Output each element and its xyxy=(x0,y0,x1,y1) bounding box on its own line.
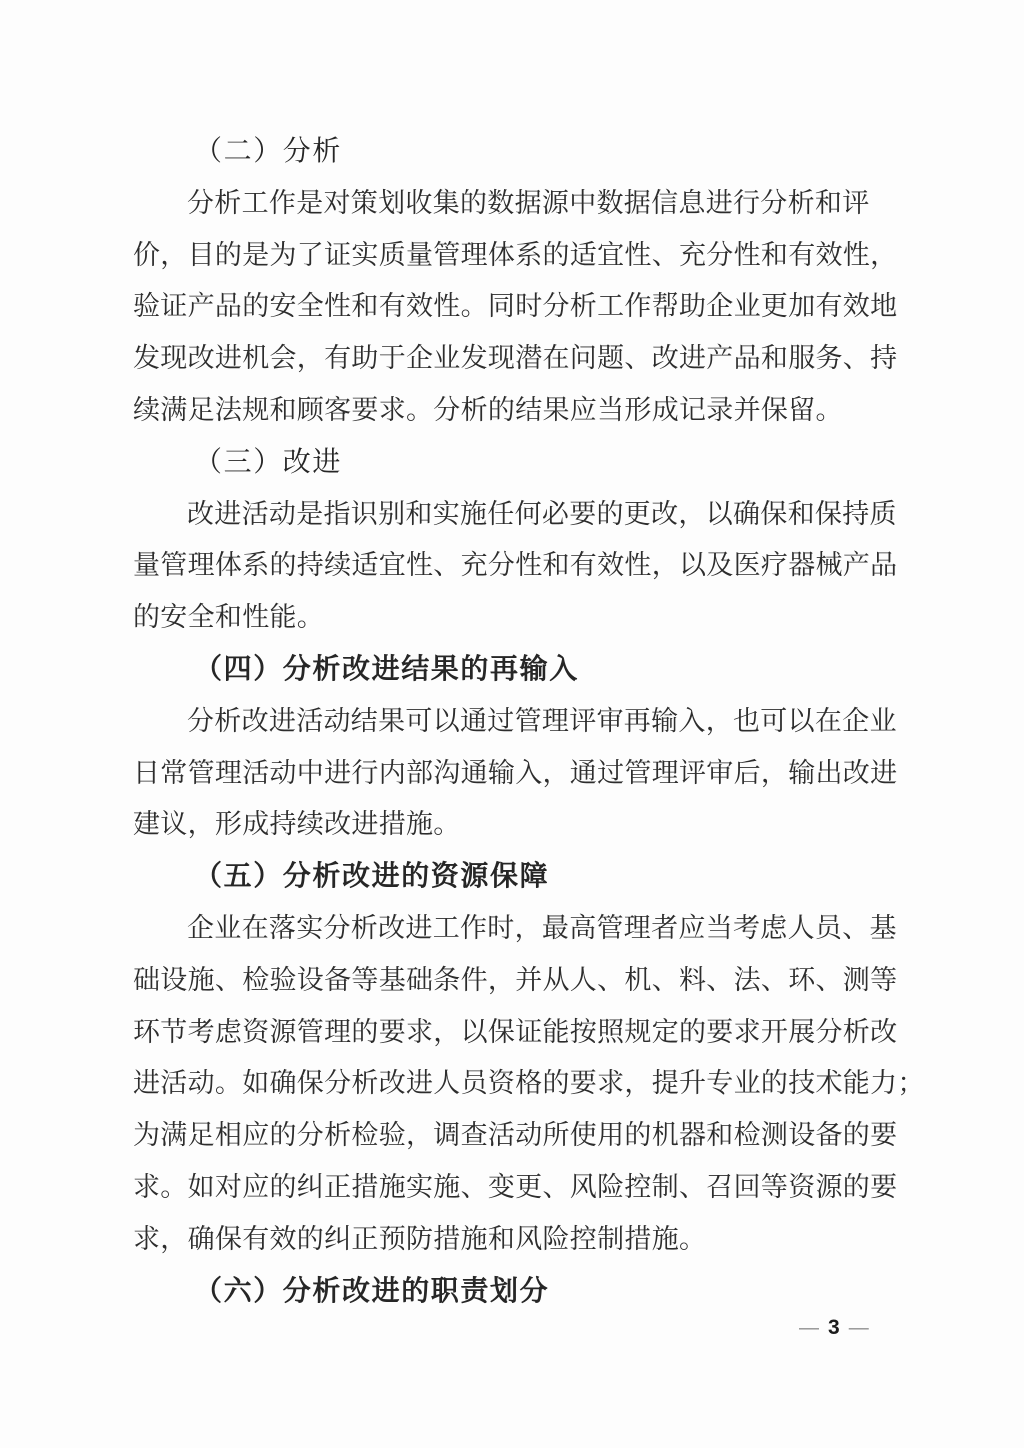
section-heading-4: （四）分析改进结果的再输入 xyxy=(194,653,579,685)
body-line: 为满足相应的分析检验，调查活动所使用的机器和检测设备的要 xyxy=(133,1120,898,1151)
footer-dash-right: — xyxy=(848,1317,869,1339)
section-heading-6: （六）分析改进的职责划分 xyxy=(194,1275,550,1307)
body-line: 改进活动是指识别和实施任何必要的更改，以确保和保持质 xyxy=(187,498,897,529)
body-line: 价，目的是为了证实质量管理体系的适宜性、充分性和有效性， xyxy=(133,239,898,270)
body-line: 分析改进活动结果可以通过管理评审再输入，也可以在企业 xyxy=(187,705,897,736)
section-heading-3: （三）改进 xyxy=(194,446,343,478)
body-line: 分析工作是对策划收集的数据源中数据信息进行分析和评 xyxy=(187,187,870,218)
body-line: 建议，形成持续改进措施。 xyxy=(133,809,461,840)
body-line: 环节考虑资源管理的要求，以保证能按照规定的要求开展分析改 xyxy=(133,1016,898,1047)
body-line: 求，确保有效的纠正预防措施和风险控制措施。 xyxy=(133,1223,707,1254)
body-line: 发现改进机会，有助于企业发现潜在问题、改进产品和服务、持 xyxy=(133,343,898,374)
page-number: 3 xyxy=(828,1316,840,1339)
body-line: 企业在落实分析改进工作时，最高管理者应当考虑人员、基 xyxy=(187,912,897,943)
body-line: 进活动。如确保分析改进人员资格的要求，提升专业的技术能力； xyxy=(133,1068,925,1099)
body-line: 求。如对应的纠正措施实施、变更、风险控制、召回等资源的要 xyxy=(133,1171,898,1202)
body-line: 续满足法规和顾客要求。分析的结果应当形成记录并保留。 xyxy=(133,394,843,425)
body-line: 础设施、检验设备等基础条件，并从人、机、料、法、环、测等 xyxy=(133,964,898,995)
body-line: 量管理体系的持续适宜性、充分性和有效性，以及医疗器械产品 xyxy=(133,550,898,581)
page-footer xyxy=(799,1310,869,1346)
footer-dash-left: — xyxy=(799,1317,819,1339)
document-body xyxy=(133,126,925,1317)
body-line: 验证产品的安全性和有效性。同时分析工作帮助企业更加有效地 xyxy=(133,291,898,322)
body-line: 的安全和性能。 xyxy=(133,602,325,633)
section-heading-2: （二）分析 xyxy=(194,136,343,167)
section-heading-5: （五）分析改进的资源保障 xyxy=(194,861,550,893)
body-line: 日常管理活动中进行内部沟通输入，通过管理评审后，输出改进 xyxy=(133,757,898,788)
